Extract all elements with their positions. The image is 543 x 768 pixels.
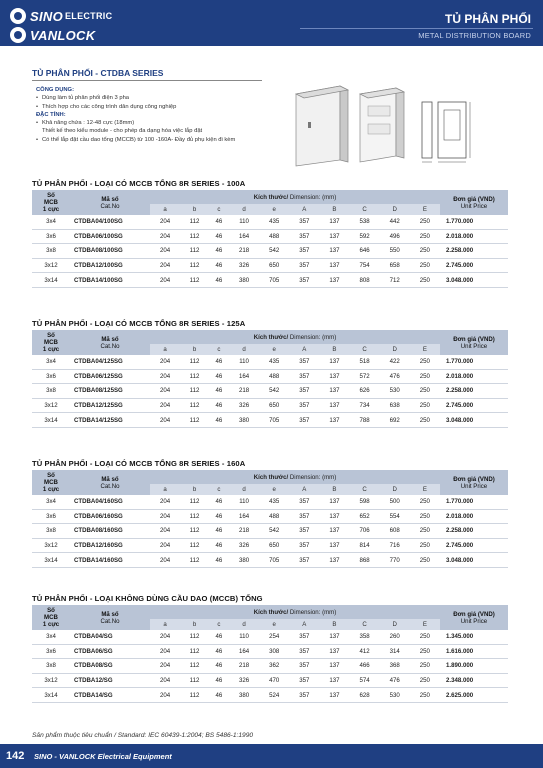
usage-item: • Thích hợp cho các công trình dân dụng công nghiệp [36, 103, 296, 111]
column-header-dimension: Kích thước/ Dimension: (mm) [150, 470, 440, 484]
section-title: TỦ PHÂN PHỐI - LOẠI CÓ MCCB TỔNG 8R SERIES - 160A [32, 459, 246, 468]
table-row: 3x12 CTDBA12/100SG 204 112 46 326 650 357 137 754 658 250 2.745.000 [32, 258, 508, 273]
series-description [36, 86, 296, 144]
vanlock-logo [10, 27, 95, 43]
column-header-dimension: Kích thước/ Dimension: (mm) [150, 330, 440, 344]
column-header-cat: Mã số Cat.No [70, 470, 150, 495]
column-header-price: Đơn giá (VND) Unit Price [440, 190, 508, 215]
usage-heading: CÔNG DỤNG: [36, 87, 74, 93]
table-row: 3x6 CTDBA06/125SG 204 112 46 164 488 357 137 572 476 250 2.018.000 [32, 369, 508, 384]
feature-item: • Có thể lắp đặt cầu dao tổng (MCCB) từ 100 -160A- Đầy đủ phụ kiện đi kèm [36, 136, 296, 144]
table-row: 3x8 CTDBA08/100SG 204 112 46 218 542 357 137 646 550 250 2.258.000 [32, 244, 508, 259]
column-header-dimension: Kích thước/ Dimension: (mm) [150, 605, 440, 619]
table-row: 3x8 CTDBA08/SG 204 112 46 218 362 357 137 466 368 250 1.890.000 [32, 659, 508, 674]
table-row: 3x6 CTDBA06/100SG 204 112 46 164 488 357 137 592 496 250 2.018.000 [32, 229, 508, 244]
header-subtitle: METAL DISTRIBUTION BOARD [418, 31, 531, 40]
sino-electric-logo [10, 8, 112, 24]
column-header-cat: Mã số Cat.No [70, 190, 150, 215]
table-row: 3x6 CTDBA06/SG 204 112 46 164 308 357 137 412 314 250 1.616.000 [32, 644, 508, 659]
table-row: 3x6 CTDBA06/160SG 204 112 46 164 488 357 137 652 554 250 2.018.000 [32, 509, 508, 524]
table-row: 3x4 CTDBA04/100SG 204 112 46 110 435 357 137 538 442 250 1.770.000 [32, 215, 508, 229]
column-header-price: Đơn giá (VND) Unit Price [440, 470, 508, 495]
header-divider [300, 28, 533, 29]
table-row: 3x12 CTDBA12/160SG 204 112 46 326 650 357 137 814 716 250 2.745.000 [32, 538, 508, 553]
footer-text: SINO - VANLOCK Electrical Equipment [34, 752, 172, 761]
table-row: 3x12 CTDBA12/SG 204 112 46 326 470 357 137 574 476 250 2.348.000 [32, 673, 508, 688]
standard-note: Sản phẩm thuộc tiêu chuẩn / Standard: IEC 60439-1:2004; BS 5486-1:1990 [32, 732, 254, 739]
usage-item: • Dùng làm tủ phân phối điện 3 pha [36, 94, 296, 102]
series-divider [32, 80, 262, 81]
column-header-dimension: Kích thước/ Dimension: (mm) [150, 190, 440, 204]
table-row: 3x4 CTDBA04/160SG 204 112 46 110 435 357 137 598 500 250 1.770.000 [32, 495, 508, 509]
column-header-mcb: Số MCB 1 cực [32, 330, 70, 355]
page-number: 142 [6, 750, 25, 762]
section-title: TỦ PHÂN PHỐI - LOẠI CÓ MCCB TỔNG 8R SERIES - 125A [32, 319, 246, 328]
header-title: TỦ PHÂN PHỐI [444, 12, 531, 26]
section-title: TỦ PHÂN PHỐI - LOẠI CÓ MCCB TỔNG 8R SERIES - 100A [32, 179, 246, 188]
table-row: 3x14 CTDBA14/100SG 204 112 46 380 705 357 137 808 712 250 3.048.000 [32, 273, 508, 288]
table-row: 3x8 CTDBA08/160SG 204 112 46 218 542 357 137 706 608 250 2.258.000 [32, 524, 508, 539]
column-header-mcb: Số MCB 1 cực [32, 605, 70, 630]
price-table: Số MCB 1 cực Mã số Cat.No Kích thước/ Dimension: (mm) Đơn giá (VND) Unit Price a b c d e A B C D E 3x4 CTDBA04/100SG 204 112 46 110 435 357 137 538 442 250 1.770.000 3x6 CTDBA06/100SG 204 112 46 164 488 357 137 592 496 250 2.018.000 3x8 CTDBA08/100SG 204 112 46 218 542 357 137 646 550 250 2.258.000 3x12 CTDBA12/100SG 204 112 46 326 650 357 137 754 658 250 2.745.000 3x14 CTDBA14/100SG 204 112 46 380 705 357 137 808 712 250 3.048.000 [32, 190, 508, 288]
column-header-price: Đơn giá (VND) Unit Price [440, 330, 508, 355]
table-row: 3x4 CTDBA04/SG 204 112 46 110 254 357 137 358 260 250 1.345.000 [32, 630, 508, 644]
brand-electric: ELECTRIC [64, 11, 113, 21]
table-row: 3x12 CTDBA12/125SG 204 112 46 326 650 357 137 734 638 250 2.745.000 [32, 398, 508, 413]
column-header-cat: Mã số Cat.No [70, 605, 150, 630]
section-title: TỦ PHÂN PHỐI - LOẠI KHÔNG DÙNG CẦU DAO (MCCB) TỔNG [32, 594, 263, 603]
table-row: 3x14 CTDBA14/160SG 204 112 46 380 705 357 137 868 770 250 3.048.000 [32, 553, 508, 568]
brand-vanlock: VANLOCK [30, 27, 96, 43]
feature-item: • Khả năng chứa : 12-48 cực (18mm) [36, 119, 296, 127]
price-table: Số MCB 1 cực Mã số Cat.No Kích thước/ Dimension: (mm) Đơn giá (VND) Unit Price a b c d e A B C D E 3x4 CTDBA04/125SG 204 112 46 110 435 357 137 518 422 250 1.770.000 3x6 CTDBA06/125SG 204 112 46 164 488 357 137 572 476 250 2.018.000 3x8 CTDBA08/125SG 204 112 46 218 542 357 137 626 530 250 2.258.000 3x12 CTDBA12/125SG 204 112 46 326 650 357 137 734 638 250 2.745.000 3x14 CTDBA14/125SG 204 112 46 380 705 357 137 788 692 250 3.048.000 [32, 330, 508, 428]
column-header-mcb: Số MCB 1 cực [32, 190, 70, 215]
table-row: 3x14 CTDBA14/SG 204 112 46 380 524 357 137 628 530 250 2.625.000 [32, 688, 508, 703]
dimension-diagram [420, 98, 480, 168]
distribution-board-image [288, 80, 408, 170]
vanlock-logo-icon [10, 27, 26, 43]
price-table: Số MCB 1 cực Mã số Cat.No Kích thước/ Dimension: (mm) Đơn giá (VND) Unit Price a b c d e A B C D E 3x4 CTDBA04/160SG 204 112 46 110 435 357 137 598 500 250 1.770.000 3x6 CTDBA06/160SG 204 112 46 164 488 357 137 652 554 250 2.018.000 3x8 CTDBA08/160SG 204 112 46 218 542 357 137 706 608 250 2.258.000 3x12 CTDBA12/160SG 204 112 46 326 650 357 137 814 716 250 2.745.000 3x14 CTDBA14/160SG 204 112 46 380 705 357 137 868 770 250 3.048.000 [32, 470, 508, 568]
features-heading: ĐẶC TÍNH: [36, 111, 66, 118]
column-header-cat: Mã số Cat.No [70, 330, 150, 355]
series-title: TỦ PHÂN PHỐI - CTDBA SERIES [32, 68, 164, 78]
brand-sino: SINO [30, 8, 63, 24]
table-row: 3x8 CTDBA08/125SG 204 112 46 218 542 357 137 626 530 250 2.258.000 [32, 384, 508, 399]
table-row: 3x14 CTDBA14/125SG 204 112 46 380 705 357 137 788 692 250 3.048.000 [32, 413, 508, 428]
sino-logo-icon [10, 8, 26, 24]
column-header-price: Đơn giá (VND) Unit Price [440, 605, 508, 630]
feature-item: Thiết kế theo kiểu module - cho phép đa dạng hóa việc lắp đặt [42, 128, 203, 135]
table-row: 3x4 CTDBA04/125SG 204 112 46 110 435 357 137 518 422 250 1.770.000 [32, 355, 508, 369]
price-table: Số MCB 1 cực Mã số Cat.No Kích thước/ Dimension: (mm) Đơn giá (VND) Unit Price a b c d e A B C D E 3x4 CTDBA04/SG 204 112 46 110 254 357 137 358 260 250 1.345.000 3x6 CTDBA06/SG 204 112 46 164 308 357 137 412 314 250 1.616.000 3x8 CTDBA08/SG 204 112 46 218 362 357 137 466 368 250 1.890.000 3x12 CTDBA12/SG 204 112 46 326 470 357 137 574 476 250 2.348.000 3x14 CTDBA14/SG 204 112 46 380 524 357 137 628 530 250 2.625.000 [32, 605, 508, 703]
column-header-mcb: Số MCB 1 cực [32, 470, 70, 495]
